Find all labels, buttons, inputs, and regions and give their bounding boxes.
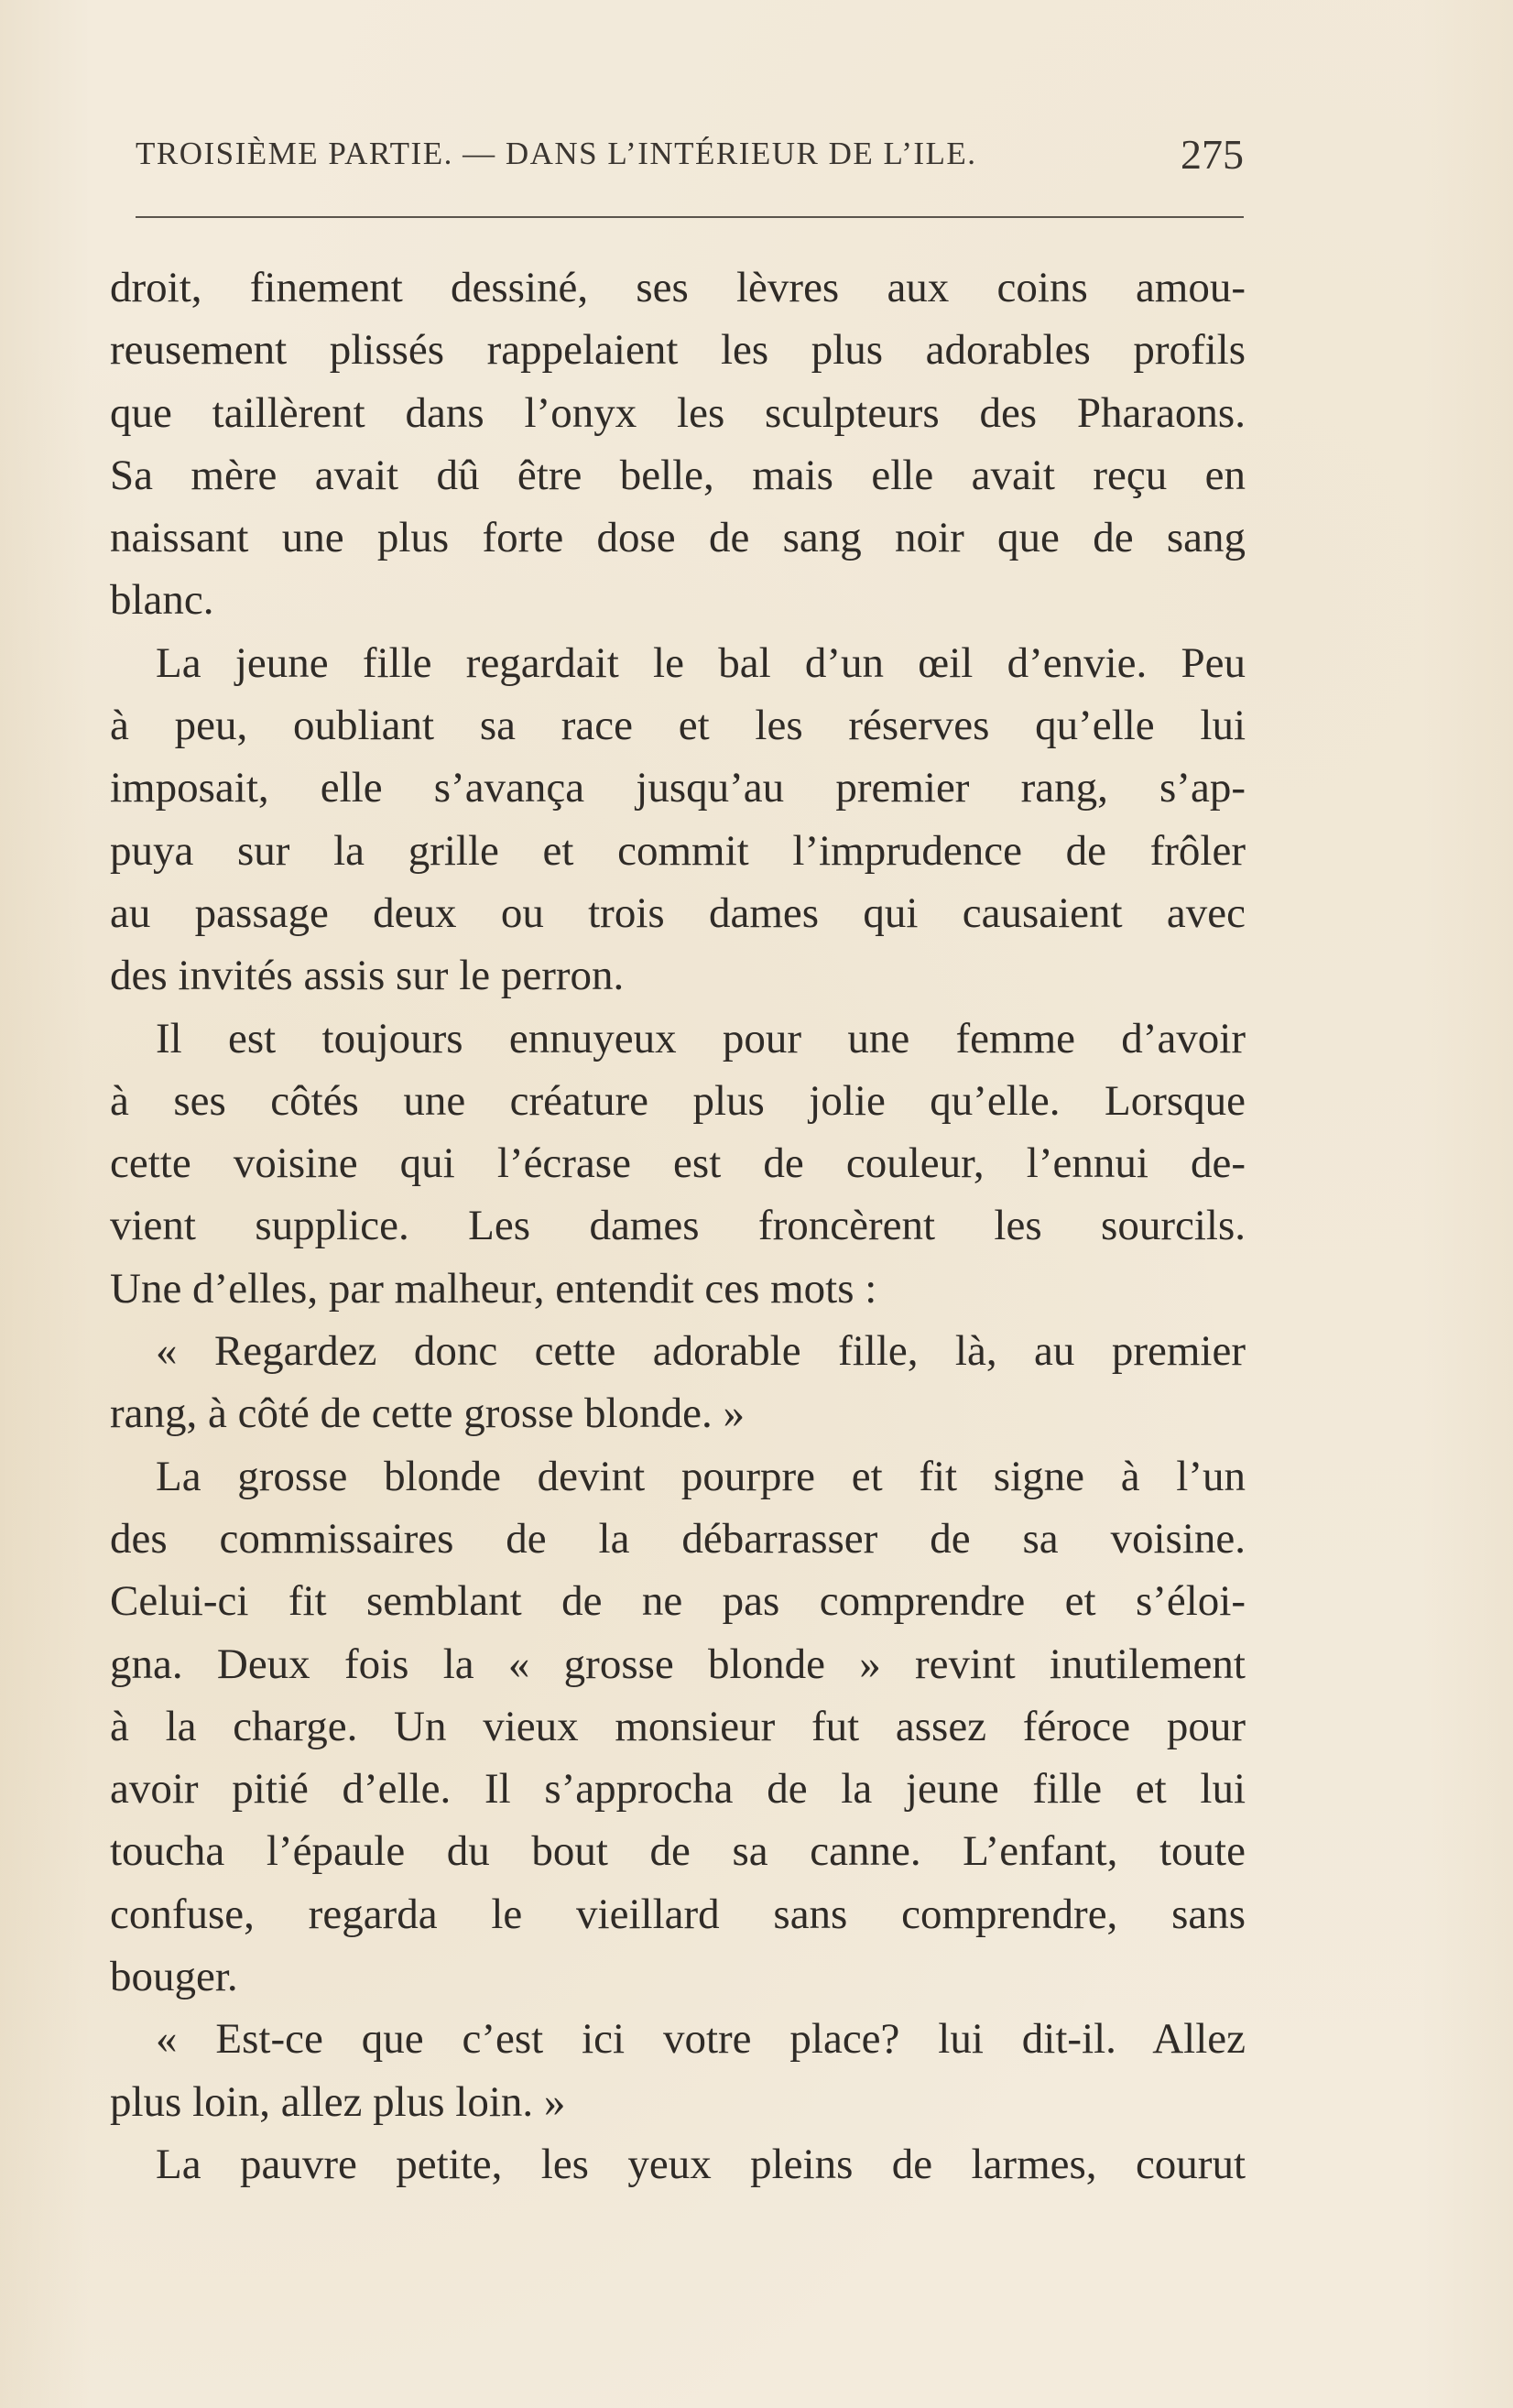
text-line: Une d’elles, par malheur, entendit ces mots : xyxy=(110,1264,877,1313)
text-line: La jeune fille regardait le bal d’un œil d’envie. Peu xyxy=(156,638,1246,687)
text-line: vient supplice. Les dames froncèrent les sourcils. xyxy=(110,1202,1246,1250)
running-title: TROISIÈME PARTIE. — DANS L’INTÉRIEUR DE L’ILE. xyxy=(136,136,977,171)
text-line: « Est-ce que c’est ici votre place? lui dit-il. Allez xyxy=(156,2015,1246,2064)
text-line: à la charge. Un vieux monsieur fut assez féroce pour xyxy=(110,1702,1246,1750)
text-line: plus loin, allez plus loin. » xyxy=(110,2077,566,2126)
text-line: blanc. xyxy=(110,576,214,625)
text-line: des commissaires de la débarrasser de sa voisine. xyxy=(110,1514,1246,1563)
text-line: toucha l’épaule du bout de sa canne. L’enfant, toute xyxy=(110,1827,1246,1876)
text-line: La pauvre petite, les yeux pleins de larmes, courut xyxy=(156,2140,1246,2188)
text-line: cette voisine qui l’écrase est de couleur, l’ennui de- xyxy=(110,1139,1246,1188)
text-line: avoir pitié d’elle. Il s’approcha de la jeune fille et lui xyxy=(110,1765,1246,1814)
text-line: imposait, elle s’avança jusqu’au premier rang, s’ap- xyxy=(110,764,1246,812)
header-rule xyxy=(136,216,1244,218)
text-line: à ses côtés une créature plus jolie qu’elle. Lorsque xyxy=(110,1076,1246,1125)
text-line: naissant une plus forte dose de sang noir que de sang xyxy=(110,514,1246,562)
text-line: Celui-ci fit semblant de ne pas comprendre et s’éloi- xyxy=(110,1577,1246,1626)
page-number: 275 xyxy=(1181,131,1244,178)
text-line: à peu, oubliant sa race et les réserves qu’elle lui xyxy=(110,702,1246,750)
text-line: des invités assis sur le perron. xyxy=(110,952,625,1000)
text-line: bouger. xyxy=(110,1953,238,2001)
text-line: confuse, regarda le vieillard sans comprendre, sans xyxy=(110,1890,1246,1938)
text-line: Sa mère avait dû être belle, mais elle avait reçu en xyxy=(110,451,1246,499)
text-line: rang, à côté de cette grosse blonde. » xyxy=(110,1389,745,1438)
text-line: La grosse blonde devint pourpre et fit signe à l’un xyxy=(156,1452,1246,1500)
text-line: Il est toujours ennuyeux pour une femme d’avoir xyxy=(156,1014,1246,1062)
text-line: que taillèrent dans l’onyx les sculpteurs des Pharaons. xyxy=(110,388,1246,437)
text-line: reusement plissés rappelaient les plus adorables profils xyxy=(110,326,1246,375)
text-line: gna. Deux fois la « grosse blonde » revint inutilement xyxy=(110,1640,1246,1688)
body-text xyxy=(110,256,1246,2196)
text-line: « Regardez donc cette adorable fille, là, au premier xyxy=(156,1327,1246,1376)
running-head xyxy=(136,131,1244,191)
text-line: droit, finement dessiné, ses lèvres aux coins amou- xyxy=(110,264,1246,311)
text-line: puya sur la grille et commit l’imprudence de frôler xyxy=(110,826,1246,875)
text-line: au passage deux ou trois dames qui causaient avec xyxy=(110,888,1246,937)
